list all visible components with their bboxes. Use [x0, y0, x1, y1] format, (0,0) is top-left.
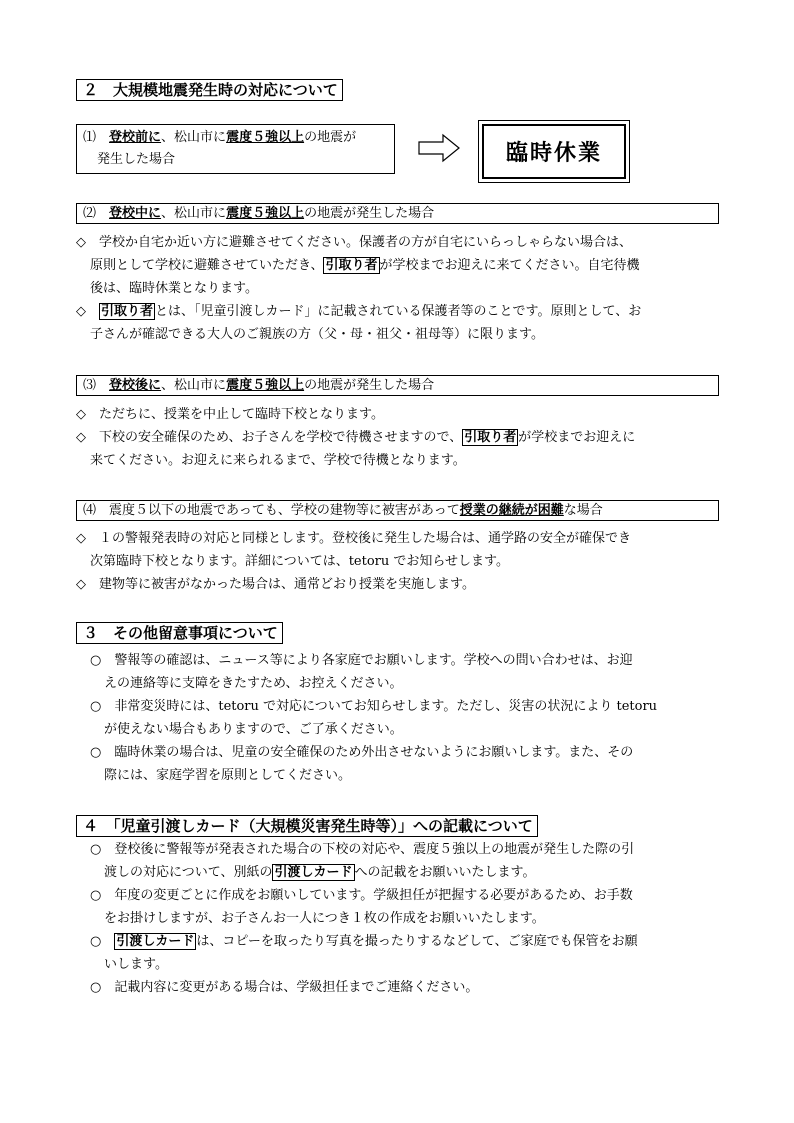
section-3-heading: ３ その他留意事項について	[76, 622, 283, 644]
case-1-line-2: 発生した場合	[97, 152, 176, 167]
case-2-intensity: 震度５強以上	[226, 206, 305, 221]
case-3-items	[76, 403, 635, 472]
case-1-number: ⑴	[83, 130, 97, 145]
pickup-person-term: 引取り者	[101, 304, 154, 319]
case-2-timing: 登校中に	[109, 206, 162, 221]
note-1-line-1: ○ 警報等の確認は、ニュース等により各家庭でお願いします。学校への問い合わせは、お迎	[90, 653, 633, 668]
case-1-text-b: の地震が	[304, 130, 357, 145]
case-4-item-1-line-2: 次第臨時下校となります。詳細については、tetoru でお知らせします。	[90, 554, 509, 569]
case-3-item-2-line-2: 来てください。お迎えに来られるまで、学校で待機となります。	[90, 453, 466, 468]
section-3-items	[90, 649, 657, 787]
temporary-closure-label: 臨時休業	[505, 141, 602, 166]
case-3-text-a: 、松山市に	[161, 378, 227, 393]
case-2-item-1-line-3: 後は、臨時休業となります。	[90, 281, 258, 296]
case-1-box	[76, 124, 395, 174]
case-3-box	[76, 375, 719, 396]
handover-card-term: 引渡しカード	[116, 934, 195, 949]
case-4-item-2: ◇ 建物等に被害がなかった場合は、通常どおり授業を実施します。	[76, 577, 475, 592]
case-3-item-1: ◇ ただちに、授業を中止して臨時下校となります。	[76, 407, 384, 422]
case-2-text-b: の地震が発生した場合	[304, 206, 435, 221]
case-2-items	[76, 231, 641, 346]
case-4-condition: 授業の継続が困難	[459, 503, 564, 518]
note-3-line-2: 際には、家庭学習を原則としてください。	[104, 768, 352, 783]
case-4-text-b: な場合	[563, 503, 603, 518]
section-4-items	[90, 838, 638, 999]
case-2-item-1-line-2: 原則として学校に避難させていただき、 引取り者 が学校までお迎えに来てください。自宅待機	[90, 258, 640, 273]
note-3-line-1: ○ 臨時休業の場合は、児童の安全確保のため外出させないようにお願いします。また、その	[90, 745, 634, 760]
pickup-person-term: 引取り者	[325, 258, 378, 273]
temporary-closure-box	[482, 124, 626, 179]
case-2-item-2-line-1: ◇ 引取り者 とは、「児童引渡しカード」に記載されている保護者等のことです。原則として、お	[76, 304, 642, 319]
handover-card-term: 引渡しカード	[274, 865, 353, 880]
note-2-line-1: ○ 非常変災時には、tetoru で対応についてお知らせします。ただし、災害の状況により tetoru	[90, 699, 658, 714]
case-3-text-b: の地震が発生した場合	[304, 378, 435, 393]
section-4-heading: ４ 「児童引渡しカード（大規模災害発生時等）」への記載について	[76, 815, 538, 837]
case-1-text-a: 、松山市に	[161, 130, 227, 145]
case-4-text-a: 震度５以下の地震であっても、学校の建物等に被害があって	[109, 503, 460, 518]
case-3-number: ⑶	[83, 378, 97, 393]
note-1-line-2: えの連絡等に支障をきたすため、お控えください。	[104, 676, 403, 691]
card-note-2-line-1: ○ 年度の変更ごとに作成をお願いしています。学級担任が把握する必要があるため、お手数	[90, 888, 633, 903]
card-note-1-line-2: 渡しの対応について、別紙の 引渡しカード への記載をお願いいたします。	[104, 865, 536, 880]
card-note-3-line-2: いします。	[104, 957, 168, 972]
case-3-intensity: 震度５強以上	[226, 378, 305, 393]
note-2-line-2: が使えない場合もありますので、ご了承ください。	[104, 722, 403, 737]
case-2-box	[76, 203, 719, 224]
card-note-2-line-2: をお掛けしますが、お子さんお一人につき１枚の作成をお願いいたします。	[104, 911, 545, 926]
case-4-number: ⑷	[83, 503, 97, 518]
case-3-timing: 登校後に	[109, 378, 162, 393]
case-2-item-1-line-1: ◇ 学校か自宅か近い方に避難させてください。保護者の方が自宅にいらっしゃらない場合は、	[76, 235, 632, 250]
case-2-number: ⑵	[83, 206, 97, 221]
case-1-timing: 登校前に	[109, 130, 162, 145]
card-note-1-line-1: ○ 登校後に警報等が発表された場合の下校の対応や、震度５強以上の地震が発生した際の引	[90, 842, 635, 857]
case-4-box	[76, 500, 719, 521]
right-arrow-icon	[417, 133, 461, 163]
pickup-person-term: 引取り者	[464, 430, 517, 445]
case-3-item-2-line-1: ◇ 下校の安全確保のため、お子さんを学校で待機させますので、 引取り者 が学校までお迎えに	[76, 430, 636, 445]
case-4-items	[76, 527, 631, 596]
card-note-3-line-1: ○ 引渡しカード は、コピーを取ったり写真を撮ったりするなどして、ご家庭でも保管をお願	[90, 934, 638, 949]
section-2-heading: ２ 大規模地震発生時の対応について	[76, 79, 343, 101]
case-2-item-2-line-2: 子さんが確認できる大人のご親族の方（父・母・祖父・祖母等）に限ります。	[90, 327, 544, 342]
card-note-4: ○ 記載内容に変更がある場合は、学級担任までご連絡ください。	[90, 980, 479, 995]
case-1-intensity: 震度５強以上	[226, 130, 305, 145]
case-2-text-a: 、松山市に	[161, 206, 227, 221]
case-4-item-1-line-1: ◇ １の警報発表時の対応と同様とします。登校後に発生した場合は、通学路の安全が確保でき	[76, 531, 631, 546]
